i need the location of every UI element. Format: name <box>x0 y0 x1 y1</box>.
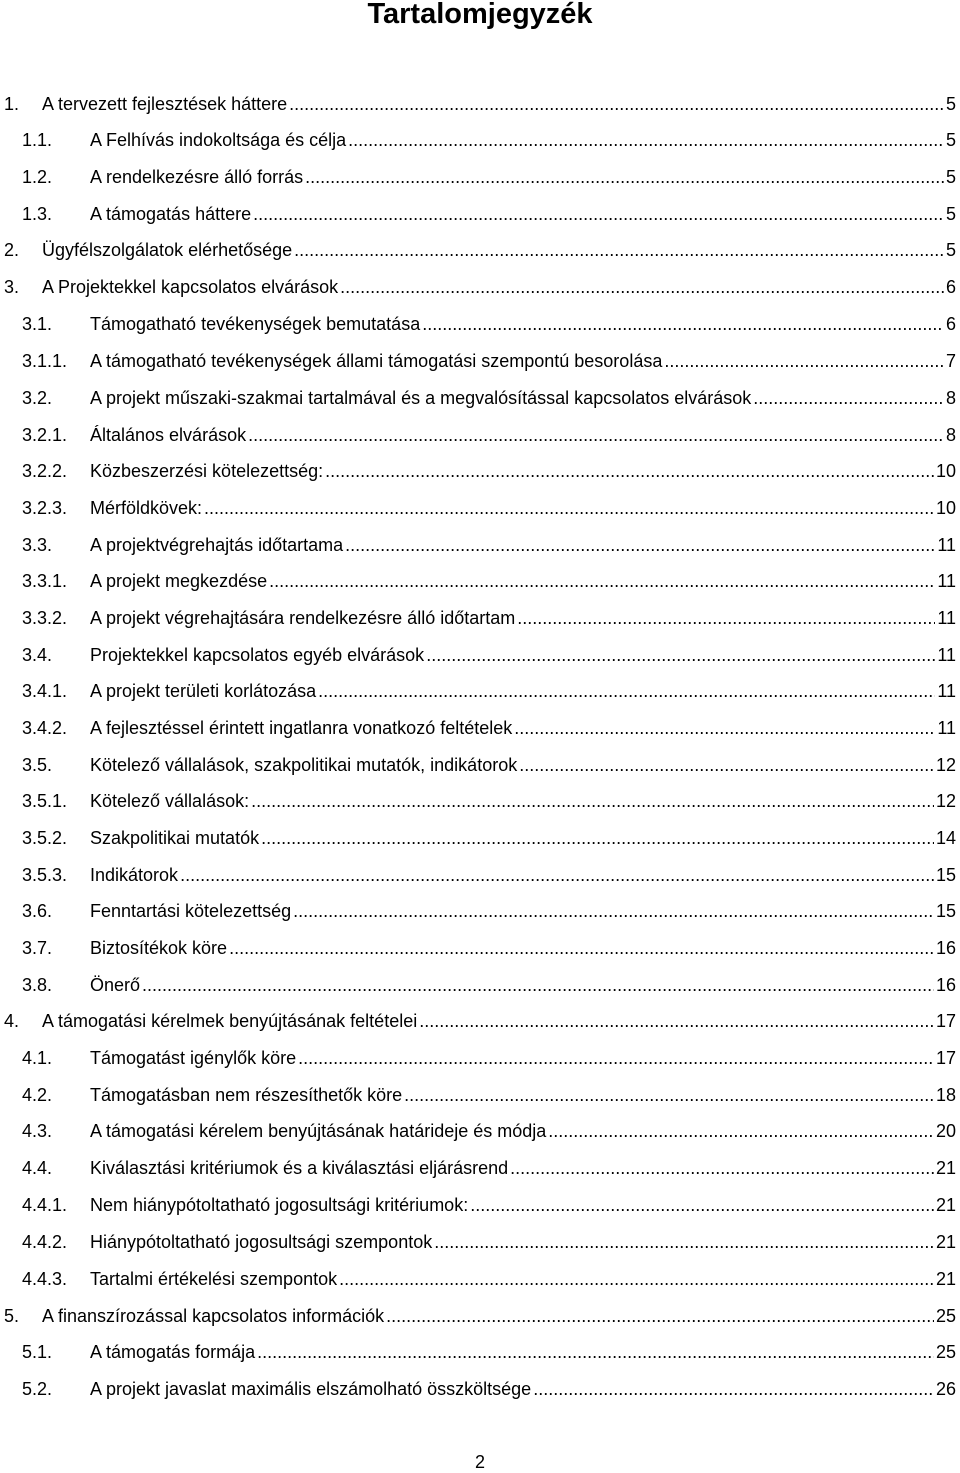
toc-entry-page[interactable]: 26 <box>935 1379 956 1399</box>
toc-entry-number: 2. <box>4 240 20 260</box>
toc-entry-page[interactable]: 21 <box>935 1269 956 1289</box>
toc-entry-page[interactable]: 10 <box>935 461 956 481</box>
toc-entry-number: 4.3. <box>22 1121 53 1141</box>
toc-entry[interactable] <box>22 864 956 886</box>
toc-dot-leader <box>753 387 944 409</box>
page-number: 2 <box>474 1452 485 1472</box>
toc-entry[interactable] <box>22 680 956 702</box>
toc-entry[interactable] <box>22 1378 956 1400</box>
toc-entry[interactable] <box>22 570 956 592</box>
toc-entry[interactable] <box>22 387 956 409</box>
toc-entry-title[interactable]: Támogatható tevékenységek bemutatása <box>90 314 421 334</box>
toc-entry-page[interactable]: 11 <box>937 681 956 701</box>
toc-entry-page[interactable]: 12 <box>935 755 956 775</box>
toc-dot-leader <box>318 680 935 702</box>
toc-entry-title[interactable]: A tervezett fejlesztések háttere <box>42 94 288 114</box>
toc-entry-number: 3.5.1. <box>22 791 68 811</box>
toc-entry[interactable] <box>22 827 956 849</box>
toc-dot-leader <box>434 1231 934 1253</box>
toc-dot-leader <box>548 1120 934 1142</box>
toc-entry-number: 3.4. <box>22 645 53 665</box>
toc-dot-leader <box>422 313 944 335</box>
toc-entry-title[interactable]: A Projektekkel kapcsolatos elvárások <box>42 277 339 297</box>
toc-entry[interactable] <box>4 93 956 115</box>
toc-entry[interactable] <box>22 644 956 666</box>
toc-entry[interactable] <box>22 1194 956 1216</box>
toc-entry-page[interactable]: 6 <box>945 314 956 334</box>
toc-entry-title[interactable]: Tartalmi értékelési szempontok <box>90 1269 338 1289</box>
toc-dot-leader <box>514 717 935 739</box>
toc-dot-leader <box>204 497 934 519</box>
toc-dot-leader <box>517 607 935 629</box>
toc-entry-number: 3.5. <box>22 755 53 775</box>
toc-entry[interactable] <box>22 1231 956 1253</box>
toc-dot-leader <box>293 900 934 922</box>
toc-entry-title[interactable]: A fejlesztéssel érintett ingatlanra vonatkozó feltételek <box>90 718 513 738</box>
toc-dot-leader <box>345 534 935 556</box>
toc-dot-leader <box>664 350 944 372</box>
toc-entry[interactable] <box>22 497 956 519</box>
toc-entry[interactable] <box>22 534 956 556</box>
toc-entry-number: 3.1. <box>22 314 53 334</box>
toc-entry-title[interactable]: Nem hiánypótoltatható jogosultsági kritériumok: <box>90 1195 469 1215</box>
toc-entry-number: 3.2. <box>22 388 53 408</box>
toc-entry-page[interactable]: 17 <box>935 1011 956 1031</box>
toc-dot-leader <box>386 1305 934 1327</box>
toc-entry-number: 4. <box>4 1011 20 1031</box>
toc-entry[interactable] <box>4 1010 956 1032</box>
toc-entry[interactable] <box>22 350 956 372</box>
toc-entry-number: 3.6. <box>22 901 53 921</box>
toc-entry-page[interactable]: 7 <box>945 351 956 371</box>
toc-entry-page[interactable]: 8 <box>945 425 956 445</box>
toc-entry-number: 3.8. <box>22 975 53 995</box>
toc-entry-page[interactable]: 16 <box>935 975 956 995</box>
toc-entry[interactable] <box>22 1047 956 1069</box>
toc-entry[interactable] <box>22 1341 956 1363</box>
toc-entry-number: 1.1. <box>22 130 53 150</box>
toc-entry-title[interactable]: A támogatás háttere <box>90 204 252 224</box>
toc-entry-page[interactable]: 5 <box>945 94 956 114</box>
toc-entry-page[interactable]: 21 <box>935 1158 956 1178</box>
toc-dot-leader <box>533 1378 934 1400</box>
toc-entry-number: 3.4.1. <box>22 681 68 701</box>
toc-entry-number: 5. <box>4 1306 20 1326</box>
toc-dot-leader <box>261 827 934 849</box>
toc-entry-page[interactable]: 25 <box>935 1306 956 1326</box>
document-title: Tartalomjegyzék <box>367 0 593 30</box>
toc-entry-title[interactable]: A projekt megkezdése <box>90 571 268 591</box>
toc-entry-title[interactable]: Fenntartási kötelezettség <box>90 901 292 921</box>
toc-entry[interactable] <box>22 717 956 739</box>
toc-entry-page[interactable]: 17 <box>935 1048 956 1068</box>
toc-entry-number: 3.4.2. <box>22 718 68 738</box>
toc-entry[interactable] <box>22 900 956 922</box>
toc-entry-number: 1. <box>4 94 20 114</box>
toc-entry[interactable] <box>4 1305 956 1327</box>
toc-entry-page[interactable]: 15 <box>935 901 956 921</box>
toc-dot-leader <box>426 644 935 666</box>
toc-entry-number: 5.2. <box>22 1379 53 1399</box>
toc-dot-leader <box>340 276 944 298</box>
toc-entry[interactable] <box>22 313 956 335</box>
toc-dot-leader <box>510 1157 934 1179</box>
toc-dot-leader <box>305 166 944 188</box>
toc-entry-page[interactable]: 8 <box>945 388 956 408</box>
toc-dot-leader <box>142 974 934 996</box>
toc-entry-title[interactable]: Hiánypótoltatható jogosultsági szempontok <box>90 1232 433 1252</box>
toc-entry-page[interactable]: 14 <box>935 828 956 848</box>
toc-entry-title[interactable]: A támogatható tevékenységek állami támogatási szempontú besorolása <box>90 351 663 371</box>
toc-entry-number: 3.2.2. <box>22 461 68 481</box>
toc-entry[interactable] <box>22 1268 956 1290</box>
toc-entry-title[interactable]: Mérföldkövek: <box>90 498 203 518</box>
toc-entry-page[interactable]: 11 <box>937 571 956 591</box>
toc-entry[interactable] <box>22 129 956 151</box>
toc-entry-title[interactable]: Támogatást igénylők köre <box>90 1048 297 1068</box>
toc-entry-title[interactable]: A támogatási kérelmek benyújtásának feltételei <box>42 1011 418 1031</box>
toc-dot-leader <box>229 937 934 959</box>
toc-entry-title[interactable]: Szakpolitikai mutatók <box>90 828 260 848</box>
toc-entry-title[interactable]: Önerő <box>90 975 141 995</box>
toc-entry-number: 4.2. <box>22 1085 53 1105</box>
toc-entry-number: 4.4.1. <box>22 1195 68 1215</box>
toc-entry[interactable] <box>22 424 956 446</box>
toc-entry[interactable] <box>22 754 956 776</box>
toc-entry-number: 3.1.1. <box>22 351 68 371</box>
toc-entry-number: 4.4.2. <box>22 1232 68 1252</box>
toc-entry-title[interactable]: A projekt területi korlátozása <box>90 681 317 701</box>
toc-entry[interactable] <box>22 790 956 812</box>
toc-entry-number: 1.2. <box>22 167 53 187</box>
toc-entry[interactable] <box>22 1084 956 1106</box>
toc-entry-page[interactable]: 6 <box>945 277 956 297</box>
toc-entry-page[interactable]: 11 <box>937 718 956 738</box>
toc-entry-page[interactable]: 10 <box>935 498 956 518</box>
toc-entry-number: 3.7. <box>22 938 53 958</box>
toc-entry-title[interactable]: Közbeszerzési kötelezettség: <box>90 461 324 481</box>
toc-entry-number: 1.3. <box>22 204 53 224</box>
toc-entry-title[interactable]: A rendelkezésre álló forrás <box>90 167 304 187</box>
toc-entry-number: 3.3. <box>22 535 53 555</box>
toc-entry-title[interactable]: Ügyfélszolgálatok elérhetősége <box>42 240 293 260</box>
toc-entry-title[interactable]: A projekt javaslat maximális elszámolható összköltsége <box>90 1379 532 1399</box>
toc-entry[interactable] <box>22 1157 956 1179</box>
toc-entry-page[interactable]: 11 <box>937 608 956 628</box>
toc-dot-leader <box>257 1341 934 1363</box>
toc-dot-leader <box>248 424 944 446</box>
toc-entry-page[interactable]: 21 <box>935 1195 956 1215</box>
toc-entry[interactable] <box>4 276 956 298</box>
toc-dot-leader <box>519 754 934 776</box>
toc-dot-leader <box>298 1047 934 1069</box>
toc-entry-title[interactable]: Támogatásban nem részesíthetők köre <box>90 1085 403 1105</box>
toc-dot-leader <box>269 570 935 592</box>
toc-entry-title[interactable]: Kiválasztási kritériumok és a kiválasztási eljárásrend <box>90 1158 509 1178</box>
toc-dot-leader <box>339 1268 934 1290</box>
toc-dot-leader <box>470 1194 934 1216</box>
toc-entry-title[interactable]: A projekt végrehajtására rendelkezésre álló időtartam <box>90 608 516 628</box>
toc-entry-number: 3. <box>4 277 20 297</box>
toc-entry[interactable] <box>22 166 956 188</box>
toc-entry-title[interactable]: A támogatás formája <box>90 1342 256 1362</box>
toc-entry[interactable] <box>22 1120 956 1142</box>
toc-entry-number: 4.1. <box>22 1048 53 1068</box>
toc-entry-title[interactable]: A Felhívás indokoltsága és célja <box>90 130 347 150</box>
toc-entry[interactable] <box>22 460 956 482</box>
toc-entry-page[interactable]: 5 <box>945 204 956 224</box>
toc-entry-title[interactable]: Biztosítékok köre <box>90 938 228 958</box>
toc-entry-page[interactable]: 12 <box>935 791 956 811</box>
toc-dot-leader <box>253 203 944 225</box>
toc-entry-page[interactable]: 5 <box>945 240 956 260</box>
toc-dot-leader <box>404 1084 934 1106</box>
toc-entry-title[interactable]: A projektvégrehajtás időtartama <box>90 535 344 555</box>
toc-entry-title[interactable]: Projektekkel kapcsolatos egyéb elvárások <box>90 645 425 665</box>
toc-dot-leader <box>348 129 944 151</box>
toc-entry-page[interactable]: 5 <box>945 130 956 150</box>
toc-entry-number: 3.2.1. <box>22 425 68 445</box>
toc-entry-page[interactable]: 15 <box>935 865 956 885</box>
toc-entry[interactable] <box>22 203 956 225</box>
toc-dot-leader <box>294 239 944 261</box>
toc-dot-leader <box>419 1010 934 1032</box>
toc-entry-title[interactable]: A projekt műszaki-szakmai tartalmával és a megvalósítással kapcsolatos elvárások <box>90 388 752 408</box>
toc-entry-number: 3.2.3. <box>22 498 68 518</box>
toc-entry-number: 3.3.1. <box>22 571 68 591</box>
toc-entry[interactable] <box>4 239 956 261</box>
toc-entry-title[interactable]: Indikátorok <box>90 865 179 885</box>
toc-entry-page[interactable]: 25 <box>935 1342 956 1362</box>
toc-entry-page[interactable]: 18 <box>935 1085 956 1105</box>
toc-entry-page[interactable]: 5 <box>945 167 956 187</box>
toc-entry-title[interactable]: Általános elvárások <box>90 425 247 445</box>
toc-dot-leader <box>325 460 934 482</box>
toc-entry-title[interactable]: A támogatási kérelem benyújtásának határideje és módja <box>90 1121 547 1141</box>
toc-entry-number: 3.5.2. <box>22 828 68 848</box>
toc-entry[interactable] <box>22 607 956 629</box>
toc-entry-title[interactable]: Kötelező vállalások: <box>90 791 250 811</box>
toc-entry-number: 3.5.3. <box>22 865 68 885</box>
toc-entry[interactable] <box>22 974 956 996</box>
toc-entry[interactable] <box>22 937 956 959</box>
toc-entry-page[interactable]: 20 <box>935 1121 956 1141</box>
toc-entry-title[interactable]: Kötelező vállalások, szakpolitikai mutatók, indikátorok <box>90 755 518 775</box>
toc-entry-number: 4.4.3. <box>22 1269 68 1289</box>
toc-entry-page[interactable]: 16 <box>935 938 956 958</box>
toc-entry-page[interactable]: 11 <box>937 535 956 555</box>
toc-entry-page[interactable]: 11 <box>937 645 956 665</box>
toc-entry-number: 4.4. <box>22 1158 53 1178</box>
toc-entry-number: 5.1. <box>22 1342 53 1362</box>
toc-dot-leader <box>251 790 934 812</box>
toc-dot-leader <box>289 93 944 115</box>
toc-dot-leader <box>180 864 934 886</box>
toc-entry-number: 3.3.2. <box>22 608 68 628</box>
toc-entry-title[interactable]: A finanszírozással kapcsolatos információk <box>42 1306 385 1326</box>
toc-entry-page[interactable]: 21 <box>935 1232 956 1252</box>
